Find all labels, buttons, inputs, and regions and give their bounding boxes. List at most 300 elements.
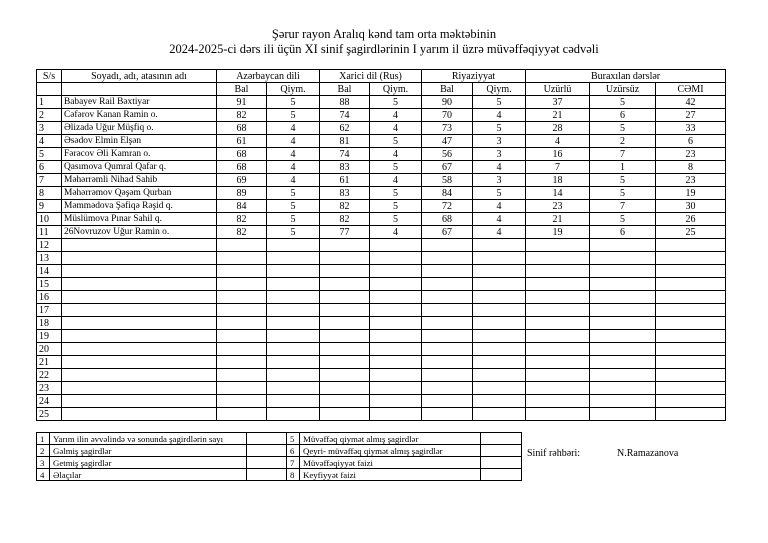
excused-absences: 16 [526, 148, 590, 161]
header-absences: Buraxılan dərslər [526, 70, 726, 83]
unexcused-absences [590, 395, 656, 408]
student-name: Əlizadə Uğur Müşfiq o. [62, 122, 217, 135]
unexcused-absences: 7 [590, 148, 656, 161]
total-absences: 33 [656, 122, 726, 135]
azerbaijani-score: 82 [217, 109, 267, 122]
total-absences: 27 [656, 109, 726, 122]
math-score [422, 239, 473, 252]
russian-score [320, 304, 370, 317]
excused-absences: 19 [526, 226, 590, 239]
table-row [37, 161, 726, 174]
excused-absences [526, 343, 590, 356]
table-row [37, 304, 726, 317]
table-row [37, 395, 726, 408]
total-absences: 6 [656, 135, 726, 148]
student-name: Məhərrəmli Nihad Sahib [62, 174, 217, 187]
russian-score: 74 [320, 148, 370, 161]
table-row [37, 213, 726, 226]
student-name [62, 356, 217, 369]
math-score [422, 395, 473, 408]
summary-number: 1 [37, 433, 50, 445]
total-absences: 42 [656, 96, 726, 109]
unexcused-absences [590, 252, 656, 265]
math-score [422, 408, 473, 421]
azerbaijani-grade: 5 [267, 187, 320, 200]
summary-value [481, 433, 522, 445]
subheader-score: Bal [422, 83, 473, 96]
azerbaijani-score: 82 [217, 226, 267, 239]
document-subtitle: 2024-2025-ci dərs ili üçün XI sinif şagirdlərinin I yarım il üzrə müvəffəqiyyət cədvəli [169, 42, 599, 56]
russian-score [320, 356, 370, 369]
unexcused-absences [590, 239, 656, 252]
unexcused-absences [590, 343, 656, 356]
total-absences [656, 265, 726, 278]
russian-grade [370, 408, 422, 421]
row-number: 1 [37, 96, 62, 109]
summary-row [37, 469, 522, 481]
azerbaijani-score [217, 291, 267, 304]
math-grade: 4 [473, 200, 526, 213]
summary-value [247, 433, 287, 445]
summary-table [36, 432, 522, 481]
russian-grade: 5 [370, 135, 422, 148]
russian-grade [370, 317, 422, 330]
excused-absences: 21 [526, 109, 590, 122]
russian-score [320, 265, 370, 278]
summary-row [37, 445, 522, 457]
math-score: 84 [422, 187, 473, 200]
azerbaijani-score [217, 265, 267, 278]
row-number: 12 [37, 239, 62, 252]
subheader-score: Bal [320, 83, 370, 96]
azerbaijani-grade: 5 [267, 200, 320, 213]
unexcused-absences: 5 [590, 174, 656, 187]
azerbaijani-score: 91 [217, 96, 267, 109]
russian-score: 74 [320, 109, 370, 122]
table-row [37, 265, 726, 278]
math-grade: 3 [473, 148, 526, 161]
azerbaijani-grade [267, 408, 320, 421]
total-absences: 26 [656, 213, 726, 226]
russian-score: 77 [320, 226, 370, 239]
russian-grade: 5 [370, 161, 422, 174]
math-score: 56 [422, 148, 473, 161]
total-absences [656, 395, 726, 408]
math-grade [473, 343, 526, 356]
russian-score [320, 408, 370, 421]
subheader-grade: Qiym. [473, 83, 526, 96]
row-number: 8 [37, 187, 62, 200]
math-score [422, 265, 473, 278]
unexcused-absences [590, 278, 656, 291]
row-number: 25 [37, 408, 62, 421]
azerbaijani-score: 61 [217, 135, 267, 148]
student-name: Müslümova Pınar Sahil q. [62, 213, 217, 226]
summary-label: Əlaçılar [50, 469, 247, 481]
student-name [62, 252, 217, 265]
azerbaijani-score [217, 278, 267, 291]
unexcused-absences [590, 382, 656, 395]
math-grade [473, 369, 526, 382]
total-absences: 19 [656, 187, 726, 200]
excused-absences [526, 408, 590, 421]
table-row [37, 174, 726, 187]
student-name: Babayev Rail Bəxtiyar [62, 96, 217, 109]
summary-value [247, 445, 287, 457]
row-number: 6 [37, 161, 62, 174]
student-name: Qasımova Qumral Qafar q. [62, 161, 217, 174]
summary-label: Müvəffəqiyyət faizi [300, 457, 481, 469]
excused-absences [526, 369, 590, 382]
table-row [37, 135, 726, 148]
total-absences [656, 382, 726, 395]
student-name [62, 265, 217, 278]
math-score: 67 [422, 161, 473, 174]
math-grade [473, 252, 526, 265]
unexcused-absences: 7 [590, 200, 656, 213]
math-grade: 5 [473, 122, 526, 135]
table-row [37, 252, 726, 265]
math-score [422, 330, 473, 343]
header-subject-math: Riyaziyyat [422, 70, 526, 83]
azerbaijani-grade [267, 317, 320, 330]
total-absences [656, 408, 726, 421]
math-grade: 4 [473, 109, 526, 122]
azerbaijani-score [217, 408, 267, 421]
table-row [37, 408, 726, 421]
math-grade [473, 382, 526, 395]
class-teacher-name: N.Ramazanova [617, 448, 679, 459]
summary-value [481, 469, 522, 481]
excused-absences: 18 [526, 174, 590, 187]
total-absences: 8 [656, 161, 726, 174]
summary-value [247, 457, 287, 469]
table-row [37, 239, 726, 252]
row-number: 16 [37, 291, 62, 304]
unexcused-absences: 5 [590, 96, 656, 109]
math-grade [473, 278, 526, 291]
azerbaijani-grade: 5 [267, 96, 320, 109]
math-grade: 5 [473, 96, 526, 109]
excused-absences [526, 395, 590, 408]
student-name: Fərəcov Əli Kamran o. [62, 148, 217, 161]
excused-absences [526, 304, 590, 317]
azerbaijani-score [217, 252, 267, 265]
table-row [37, 317, 726, 330]
azerbaijani-grade [267, 382, 320, 395]
azerbaijani-grade: 4 [267, 122, 320, 135]
russian-score [320, 278, 370, 291]
azerbaijani-grade [267, 252, 320, 265]
math-grade [473, 239, 526, 252]
row-number: 9 [37, 200, 62, 213]
table-row [37, 148, 726, 161]
azerbaijani-score: 82 [217, 213, 267, 226]
total-absences [656, 330, 726, 343]
russian-score [320, 395, 370, 408]
table-row [37, 356, 726, 369]
russian-score [320, 343, 370, 356]
student-name [62, 343, 217, 356]
math-score [422, 369, 473, 382]
summary-row [37, 457, 522, 469]
azerbaijani-score: 69 [217, 174, 267, 187]
math-score: 58 [422, 174, 473, 187]
student-name [62, 408, 217, 421]
unexcused-absences: 5 [590, 122, 656, 135]
math-grade [473, 356, 526, 369]
math-grade: 4 [473, 161, 526, 174]
math-grade [473, 291, 526, 304]
math-score: 90 [422, 96, 473, 109]
student-name [62, 395, 217, 408]
excused-absences [526, 356, 590, 369]
row-number: 11 [37, 226, 62, 239]
row-number: 13 [37, 252, 62, 265]
russian-grade: 5 [370, 213, 422, 226]
russian-grade [370, 239, 422, 252]
table-row [37, 226, 726, 239]
summary-number: 7 [287, 457, 300, 469]
student-name: Cəfərov Kanan Ramin o. [62, 109, 217, 122]
total-absences [656, 291, 726, 304]
russian-score [320, 317, 370, 330]
excused-absences: 7 [526, 161, 590, 174]
azerbaijani-score [217, 330, 267, 343]
unexcused-absences: 6 [590, 226, 656, 239]
russian-grade: 4 [370, 122, 422, 135]
summary-label: Keyfiyyət faizi [300, 469, 481, 481]
total-absences [656, 304, 726, 317]
russian-grade [370, 343, 422, 356]
russian-grade [370, 395, 422, 408]
summary-number: 5 [287, 433, 300, 445]
russian-grade [370, 382, 422, 395]
russian-grade [370, 356, 422, 369]
summary-number: 2 [37, 445, 50, 457]
row-number: 18 [37, 317, 62, 330]
row-number: 20 [37, 343, 62, 356]
summary-number: 8 [287, 469, 300, 481]
azerbaijani-grade [267, 356, 320, 369]
summary-row [37, 433, 522, 445]
total-absences: 30 [656, 200, 726, 213]
excused-absences: 37 [526, 96, 590, 109]
azerbaijani-grade [267, 265, 320, 278]
azerbaijani-grade [267, 291, 320, 304]
azerbaijani-grade: 4 [267, 148, 320, 161]
row-number: 19 [37, 330, 62, 343]
unexcused-absences: 1 [590, 161, 656, 174]
row-number: 15 [37, 278, 62, 291]
excused-absences [526, 252, 590, 265]
russian-score: 83 [320, 161, 370, 174]
azerbaijani-score: 68 [217, 161, 267, 174]
math-score [422, 343, 473, 356]
unexcused-absences: 5 [590, 187, 656, 200]
math-grade [473, 304, 526, 317]
total-absences: 25 [656, 226, 726, 239]
azerbaijani-grade [267, 239, 320, 252]
russian-score: 62 [320, 122, 370, 135]
row-number: 23 [37, 382, 62, 395]
azerbaijani-score [217, 239, 267, 252]
excused-absences: 14 [526, 187, 590, 200]
unexcused-absences: 2 [590, 135, 656, 148]
azerbaijani-score [217, 356, 267, 369]
math-grade: 4 [473, 226, 526, 239]
russian-grade: 4 [370, 109, 422, 122]
student-name: 26Novruzov Uğur Ramin o. [62, 226, 217, 239]
summary-label: Getmiş şagirdlər [50, 457, 247, 469]
russian-grade: 4 [370, 148, 422, 161]
math-score: 47 [422, 135, 473, 148]
math-score [422, 356, 473, 369]
summary-value [247, 469, 287, 481]
student-name [62, 239, 217, 252]
russian-score: 82 [320, 200, 370, 213]
russian-score [320, 291, 370, 304]
azerbaijani-grade [267, 278, 320, 291]
azerbaijani-score [217, 382, 267, 395]
math-score [422, 304, 473, 317]
azerbaijani-grade [267, 343, 320, 356]
azerbaijani-grade: 5 [267, 213, 320, 226]
table-row [37, 278, 726, 291]
azerbaijani-grade: 5 [267, 226, 320, 239]
excused-absences [526, 382, 590, 395]
student-name [62, 330, 217, 343]
summary-value [481, 457, 522, 469]
summary-label: Müvəffəq qiymət almış şagirdlər [300, 433, 481, 445]
header-name: Soyadı, adı, atasının adı [62, 70, 217, 83]
header-number: S/s [37, 70, 62, 83]
student-name [62, 304, 217, 317]
russian-score [320, 330, 370, 343]
total-absences: 23 [656, 148, 726, 161]
russian-grade [370, 304, 422, 317]
russian-grade [370, 369, 422, 382]
row-number: 17 [37, 304, 62, 317]
excused-absences [526, 317, 590, 330]
summary-number: 4 [37, 469, 50, 481]
excused-absences: 4 [526, 135, 590, 148]
unexcused-absences [590, 265, 656, 278]
math-score: 68 [422, 213, 473, 226]
row-number: 2 [37, 109, 62, 122]
math-grade [473, 395, 526, 408]
azerbaijani-score: 68 [217, 148, 267, 161]
class-teacher-label: Sinif rəhbəri: [527, 448, 581, 459]
subheader-grade: Qiym. [267, 83, 320, 96]
total-absences: 23 [656, 174, 726, 187]
row-number: 5 [37, 148, 62, 161]
azerbaijani-grade [267, 369, 320, 382]
total-absences [656, 369, 726, 382]
total-absences [656, 252, 726, 265]
math-grade: 3 [473, 135, 526, 148]
total-absences [656, 239, 726, 252]
subheader-unexcused: Uzürsüz [590, 83, 656, 96]
row-number: 22 [37, 369, 62, 382]
total-absences [656, 278, 726, 291]
subheader-score: Bal [217, 83, 267, 96]
azerbaijani-grade: 4 [267, 135, 320, 148]
student-name: Məmmədova Şəfiqə Rəşid q. [62, 200, 217, 213]
table-row [37, 330, 726, 343]
azerbaijani-score [217, 369, 267, 382]
summary-label: Gəlmiş şagirdlər [50, 445, 247, 457]
russian-grade: 5 [370, 187, 422, 200]
document-title: Şərur rayon Aralıq kənd tam orta məktəbinin [271, 27, 497, 41]
math-grade: 3 [473, 174, 526, 187]
russian-score: 81 [320, 135, 370, 148]
azerbaijani-grade: 4 [267, 161, 320, 174]
summary-number: 6 [287, 445, 300, 457]
russian-grade [370, 330, 422, 343]
subheader-empty [62, 83, 217, 96]
math-score [422, 317, 473, 330]
russian-score: 82 [320, 213, 370, 226]
student-name [62, 278, 217, 291]
summary-label: Yarım ilin əvvəlində və sonunda şagirdlərin sayı [50, 433, 247, 445]
total-absences [656, 356, 726, 369]
unexcused-absences [590, 369, 656, 382]
excused-absences: 21 [526, 213, 590, 226]
russian-score: 88 [320, 96, 370, 109]
unexcused-absences [590, 356, 656, 369]
row-number: 7 [37, 174, 62, 187]
table-row [37, 122, 726, 135]
table-row [37, 382, 726, 395]
azerbaijani-grade [267, 330, 320, 343]
row-number: 21 [37, 356, 62, 369]
grades-table [36, 69, 726, 421]
math-score: 67 [422, 226, 473, 239]
summary-value [481, 445, 522, 457]
row-number: 4 [37, 135, 62, 148]
student-name: Məhərrəmov Qəşəm Qurban [62, 187, 217, 200]
unexcused-absences [590, 291, 656, 304]
student-name [62, 317, 217, 330]
azerbaijani-grade [267, 395, 320, 408]
table-row [37, 187, 726, 200]
azerbaijani-score [217, 395, 267, 408]
header-subject-russian: Xarici dil (Rus) [320, 70, 422, 83]
unexcused-absences [590, 317, 656, 330]
math-score [422, 291, 473, 304]
summary-number: 3 [37, 457, 50, 469]
russian-grade: 5 [370, 96, 422, 109]
math-score: 72 [422, 200, 473, 213]
excused-absences [526, 265, 590, 278]
subheader-empty [37, 83, 62, 96]
math-grade: 5 [473, 187, 526, 200]
table-row [37, 96, 726, 109]
azerbaijani-score [217, 304, 267, 317]
table-row [37, 343, 726, 356]
unexcused-absences: 5 [590, 213, 656, 226]
excused-absences [526, 278, 590, 291]
math-grade: 4 [473, 213, 526, 226]
math-score: 70 [422, 109, 473, 122]
table-row [37, 109, 726, 122]
student-name [62, 291, 217, 304]
table-row [37, 291, 726, 304]
russian-grade: 4 [370, 174, 422, 187]
russian-score: 83 [320, 187, 370, 200]
excused-absences: 23 [526, 200, 590, 213]
